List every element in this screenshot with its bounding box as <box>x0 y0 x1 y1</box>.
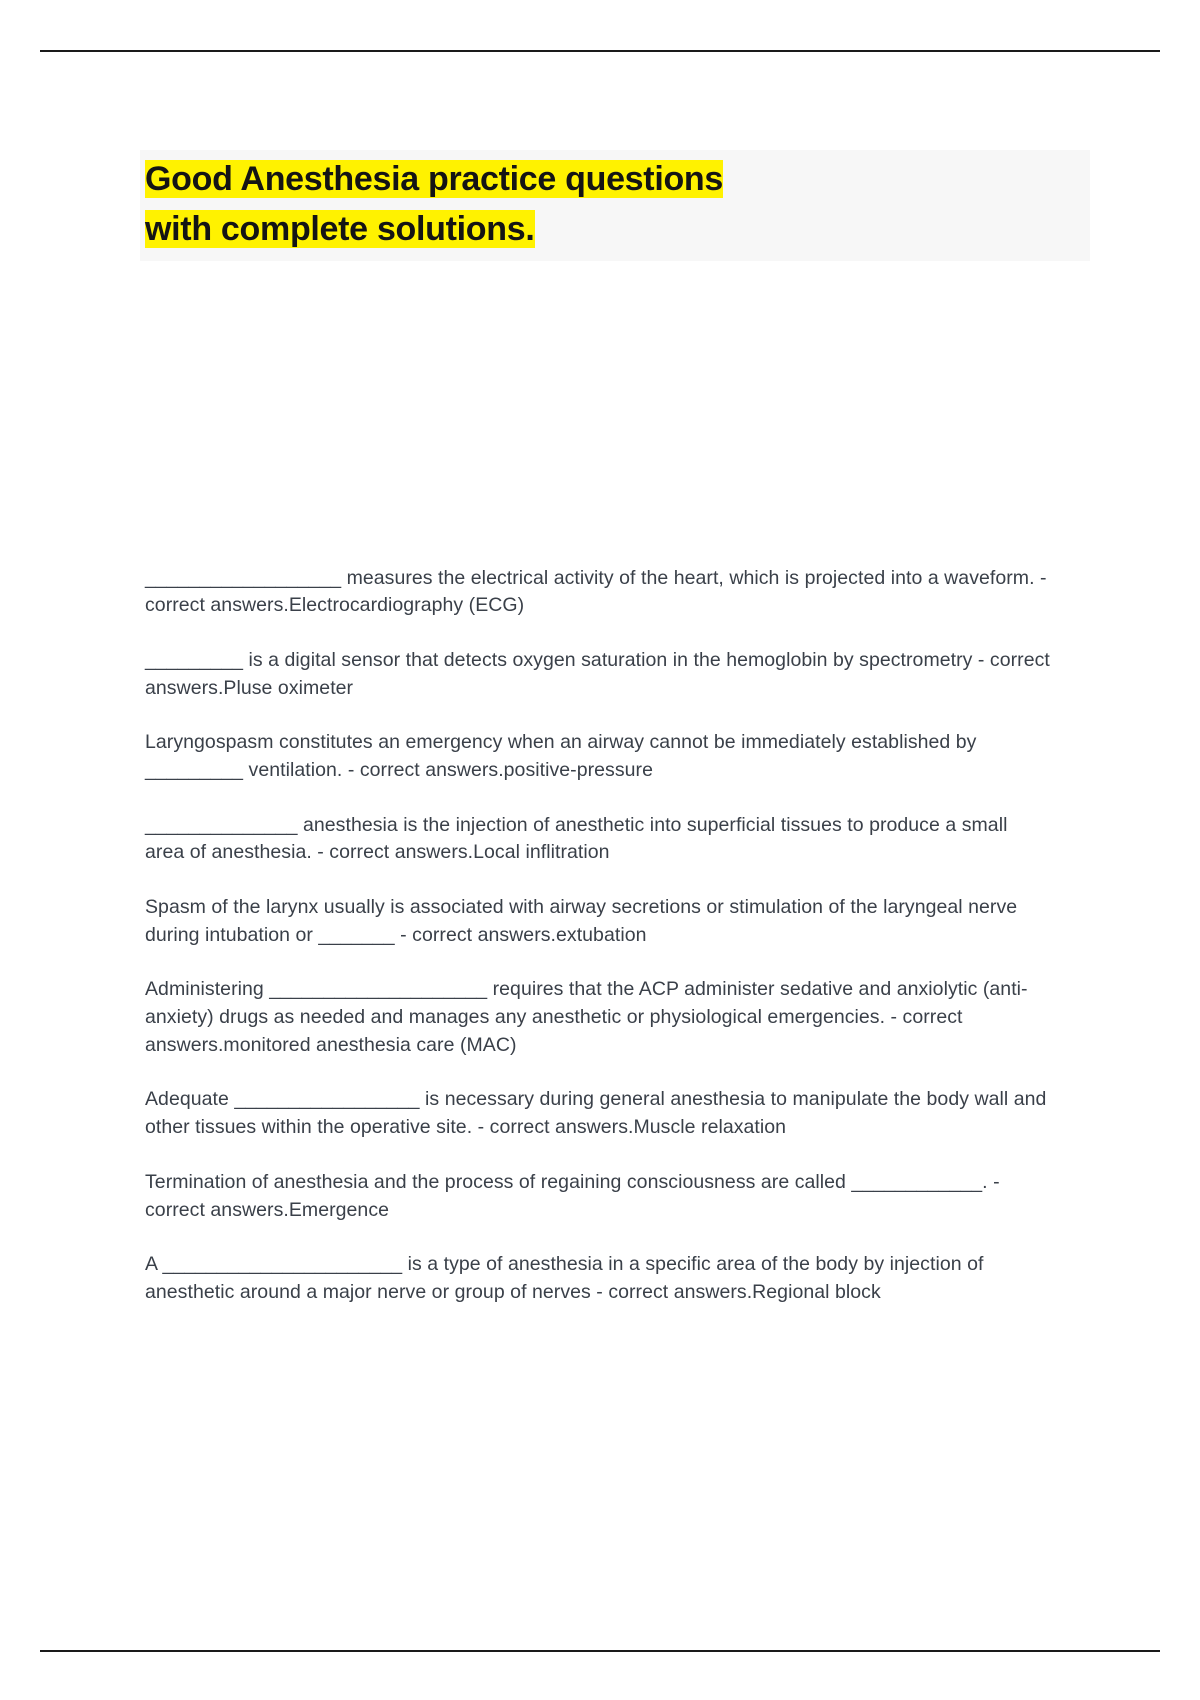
qa-item: ______________ anesthesia is the injection of anesthetic into superficial tissues to produce a small area of anesthesia. - correct answers.Local inflitration <box>145 813 1008 864</box>
footer-divider <box>40 1650 1160 1652</box>
page-title-line-1: Good Anesthesia practice questions <box>145 160 724 198</box>
page-title <box>140 150 1090 261</box>
qa-item: Administering ____________________ requires that the ACP administer sedative and anxiolytic (anti-anxiety) drugs as needed and manages any anesthetic or physiological emergencies. - correct answers.monitored anesthesia care (MAC) <box>145 978 1028 1056</box>
qa-item: A ______________________ is a type of anesthesia in a specific area of the body by injection of anesthetic around a major nerve or group of nerves - correct answers.Regional block <box>145 1253 984 1303</box>
document-content <box>145 150 1050 1303</box>
qa-item: Termination of anesthesia and the process of regaining consciousness are called ____________. - correct answers.Emergence <box>145 1170 1000 1221</box>
qa-item: Laryngospasm constitutes an emergency when an airway cannot be immediately established by _________ ventilation. - correct answers.positive-pressure <box>145 731 977 781</box>
qa-item: Spasm of the larynx usually is associated with airway secretions or stimulation of the laryngeal nerve during intubation or _______ - correct answers.extubation <box>145 896 1018 946</box>
header-divider <box>40 50 1160 52</box>
qa-item: __________________ measures the electrical activity of the heart, which is projected into a waveform. - correct answers.Electrocardiography (ECG) <box>145 566 1047 617</box>
page-title-line-2: with complete solutions. <box>145 210 535 249</box>
qa-item: Adequate _________________ is necessary during general anesthesia to manipulate the body wall and other tissues within the operative site. - correct answers.Muscle relaxation <box>145 1088 1047 1139</box>
question-answer-list <box>145 545 1050 1307</box>
qa-item: _________ is a digital sensor that detects oxygen saturation in the hemoglobin by spectrometry - correct answers.Pluse oximeter <box>145 648 1050 699</box>
